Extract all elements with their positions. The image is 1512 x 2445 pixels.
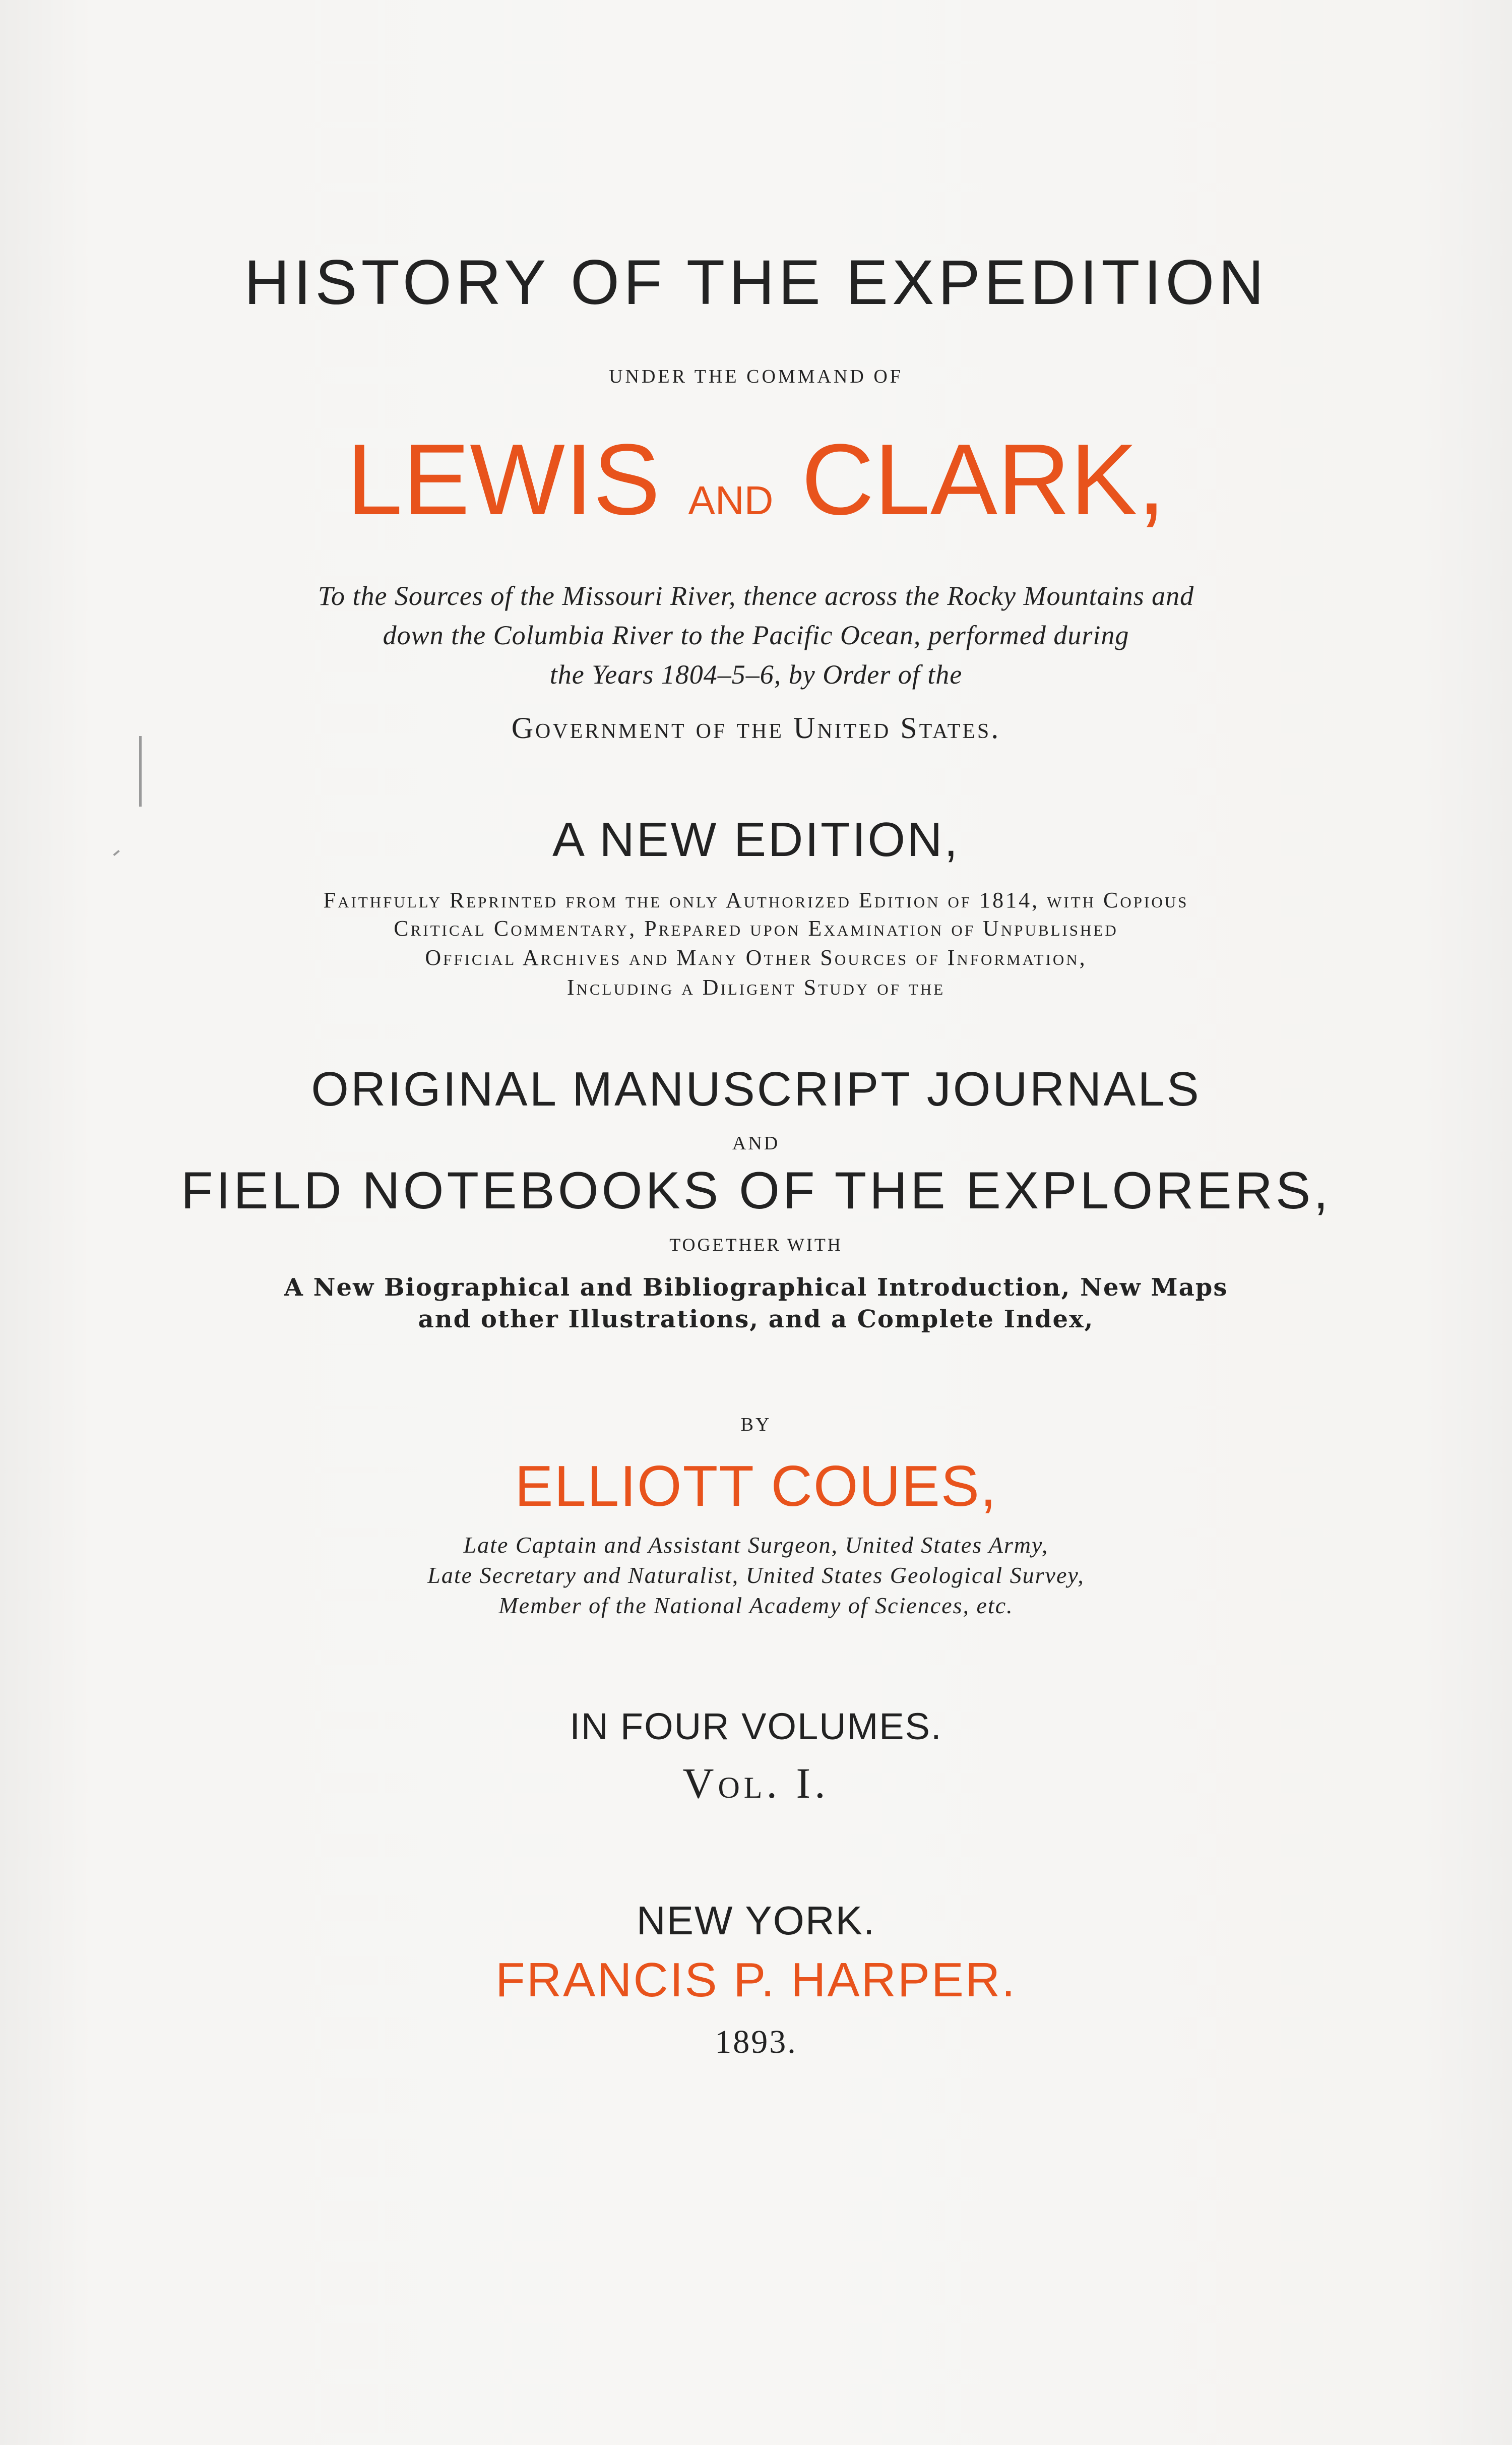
- name-and: AND: [688, 478, 774, 523]
- edition-line-1: Faithfully Reprinted from the only Authorized Edition of 1814, with Copious: [323, 888, 1189, 912]
- subtitle-line-3: the Years 1804–5–6, by Order of the: [549, 659, 963, 690]
- author-credential-1: Late Captain and Assistant Surgeon, United States Army,: [463, 1532, 1049, 1558]
- edition-heading: A NEW EDITION,: [552, 813, 960, 867]
- title-line-1: HISTORY OF THE EXPEDITION: [244, 248, 1268, 318]
- author-name: ELLIOTT COUES,: [515, 1454, 997, 1518]
- author-credential-3: Member of the National Academy of Sciences, etc.: [498, 1593, 1014, 1618]
- name-clark: CLARK,: [801, 423, 1166, 536]
- by-line: BY: [740, 1414, 772, 1435]
- journals-line-2: FIELD NOTEBOOKS OF THE EXPLORERS,: [180, 1162, 1332, 1220]
- imprint-city: NEW YORK.: [636, 1898, 876, 1943]
- volume-number: Vol. I.: [682, 1759, 830, 1807]
- edition-line-3: Official Archives and Many Other Sources of Information,: [425, 945, 1087, 970]
- edition-line-4: Including a Diligent Study of the: [566, 975, 946, 1000]
- extras-line-1: A New Biographical and Bibliographical Introduction, New Maps: [284, 1273, 1228, 1302]
- title-line-2: UNDER THE COMMAND OF: [609, 366, 903, 387]
- government-line: Government of the United States.: [511, 711, 1001, 745]
- author-credential-2: Late Secretary and Naturalist, United States Geological Survey,: [427, 1562, 1085, 1588]
- extras-line-2: and other Illustrations, and a Complete Index,: [418, 1305, 1094, 1333]
- name-lewis: LEWIS: [346, 423, 660, 536]
- together-with: TOGETHER WITH: [669, 1235, 843, 1255]
- title-names: [0, 423, 1512, 536]
- journals-line-1: ORIGINAL MANUSCRIPT JOURNALS: [311, 1062, 1201, 1116]
- subtitle-line-1: To the Sources of the Missouri River, thence across the Rocky Mountains and: [318, 581, 1194, 611]
- imprint-publisher: FRANCIS P. HARPER.: [495, 1953, 1017, 2007]
- imprint-year: 1893.: [715, 2024, 797, 2060]
- subtitle-line-2: down the Columbia River to the Pacific Ocean, performed during: [383, 620, 1129, 650]
- journals-and: AND: [732, 1133, 780, 1154]
- edition-line-2: Critical Commentary, Prepared upon Examination of Unpublished: [394, 916, 1118, 941]
- margin-mark: [139, 736, 142, 807]
- volumes-line: IN FOUR VOLUMES.: [570, 1705, 942, 1747]
